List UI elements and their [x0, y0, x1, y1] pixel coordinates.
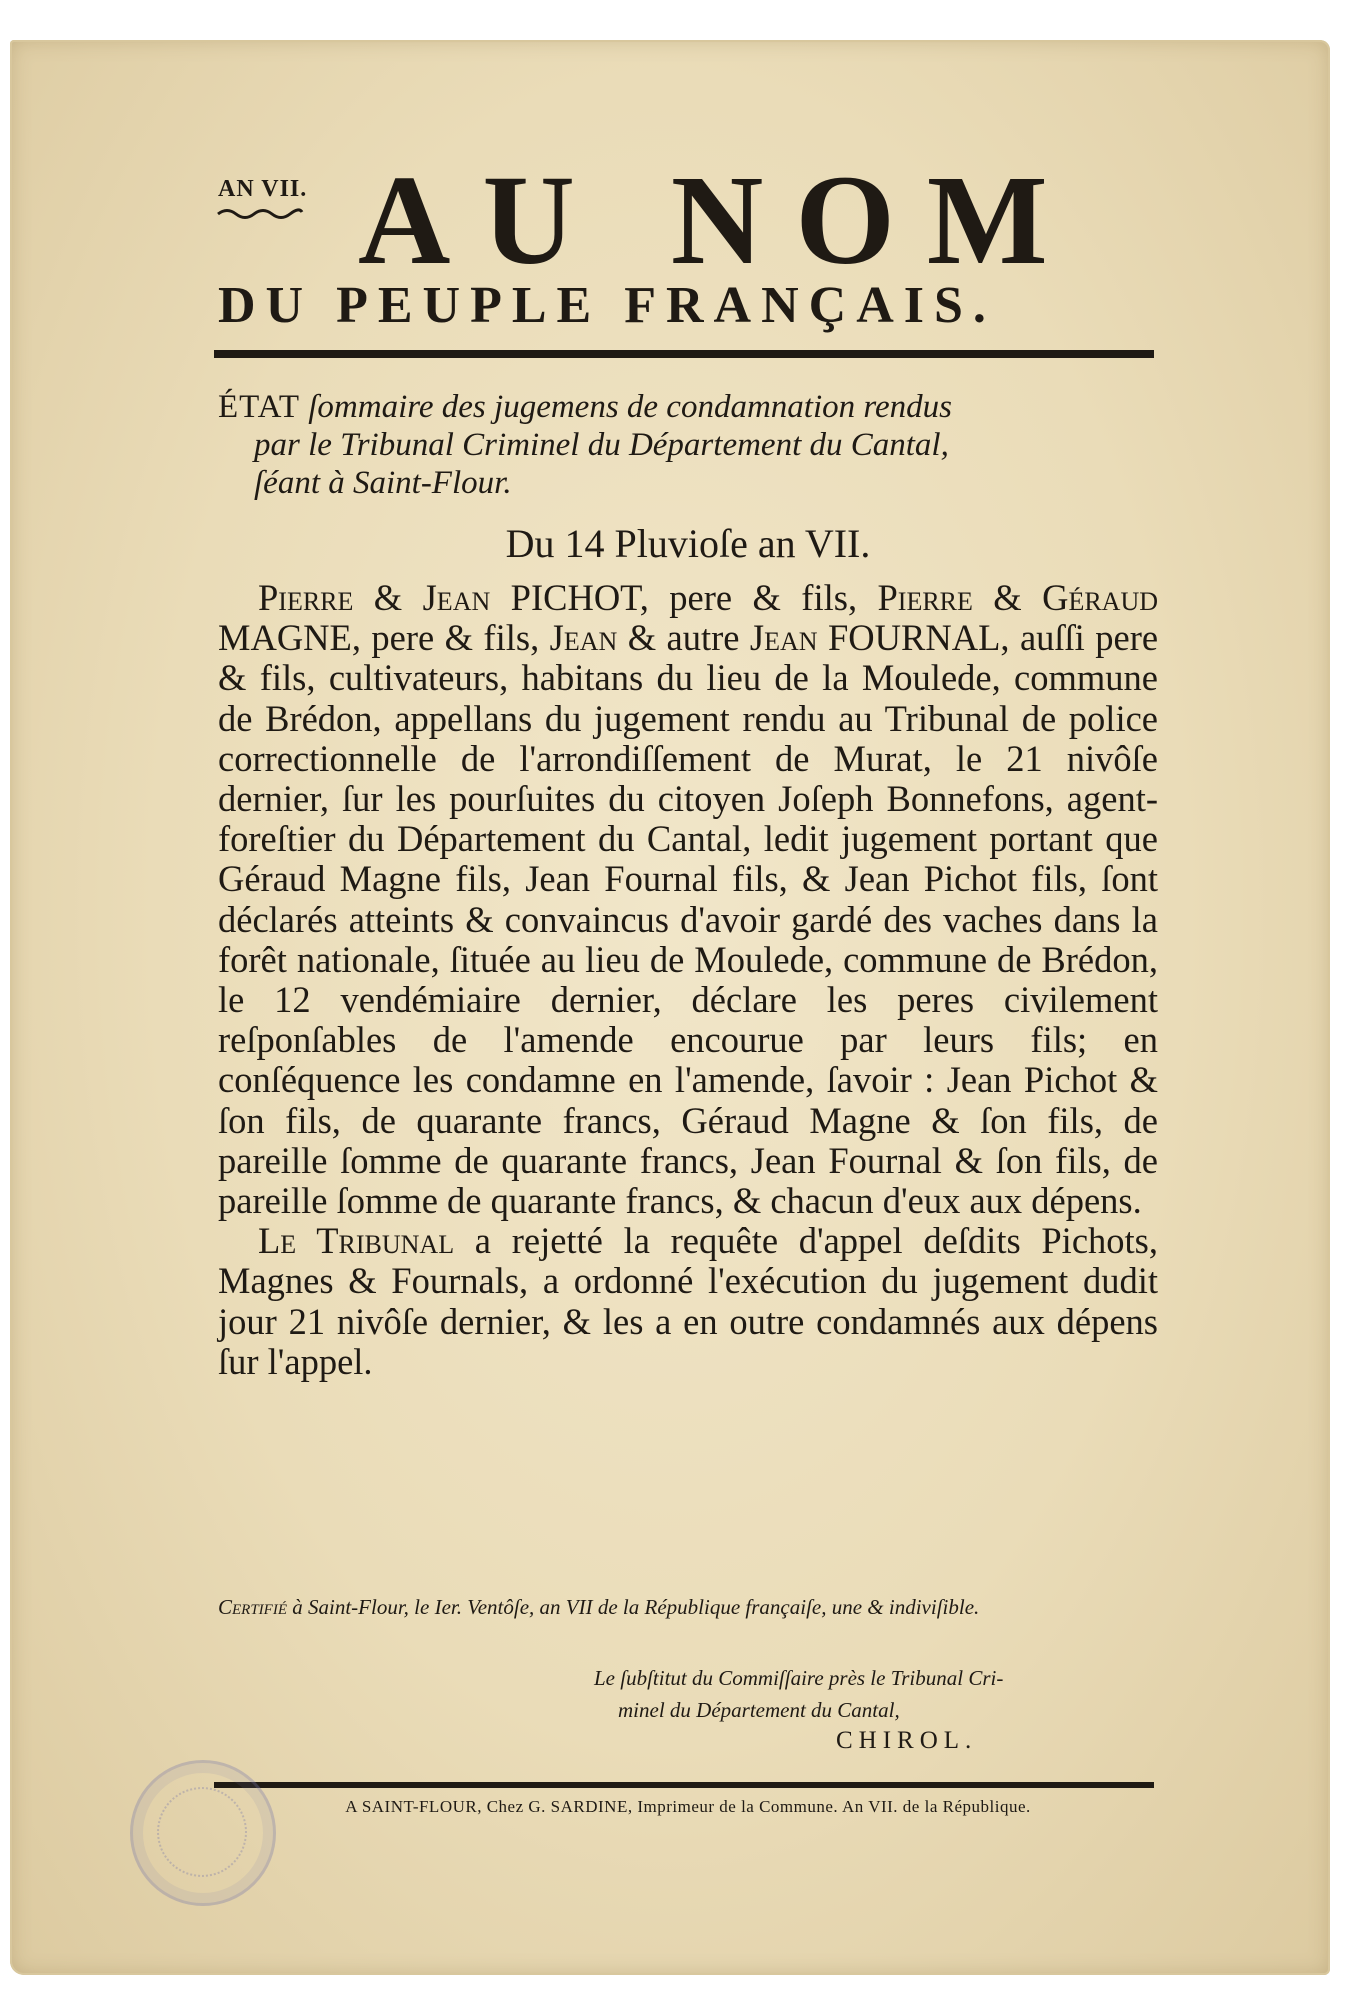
signature-line-2: minel du Département du Cantal,	[618, 1698, 900, 1722]
paragraph-judgment	[218, 578, 1158, 1221]
tribunal-lead: Le Tribunal	[258, 1220, 455, 1262]
printer-imprint: A SAINT-FLOUR, Chez G. SARDINE, Imprimeur de la Commune. An VII. de la République.	[345, 1797, 1031, 1816]
text-pere-fils-2: , pere & fils,	[351, 617, 540, 659]
name-jean-2: Jean	[749, 617, 818, 659]
etat-line-1-text: ſommaire des jugemens de condamnation rendus	[308, 389, 952, 425]
surname-magne: MAGNE	[218, 617, 352, 659]
library-stamp	[130, 1760, 276, 1906]
judgment-date: Du 14 Pluvioſe an VII.	[505, 521, 871, 566]
signature-line-1: Le ſubſtitut du Commiſſaire près le Tribunal Cri-	[594, 1666, 1004, 1690]
year-label: AN VII.	[218, 176, 308, 202]
etat-line-2: par le Tribunal Criminel du Département du Cantal,	[254, 427, 949, 463]
signature-block	[594, 1662, 1154, 1726]
etat-heading	[218, 388, 1158, 502]
etat-line-3: ſéant à Saint-Flour.	[254, 465, 512, 501]
certifie-text: à Saint-Flour, le Ier. Ventôſe, an VII de la République françaiſe, une & indiviſible.	[292, 1595, 980, 1619]
etat-line-1	[218, 388, 1158, 426]
name-jean: Jean	[549, 617, 618, 659]
judgment-body	[218, 578, 1158, 1382]
text-pere-fils-1: , pere & fils,	[639, 577, 858, 618]
footer-rule-thick	[214, 1782, 1154, 1788]
name-pierre-jean: Pierre & Jean	[258, 577, 491, 618]
paragraph-appeal-text: a rejetté la requête d'appel deſdits Pichots, Magnes & Fournals, a ordonné l'exécution du jugement dudit jour 21 nivôſe dernier, & les a en outre condamnés aux dépens ſur l'appel.	[218, 1220, 1158, 1382]
header-rule-thick	[214, 352, 1154, 358]
certifie-lead: Certifié	[218, 1595, 287, 1619]
paragraph-appeal	[218, 1221, 1158, 1382]
signer-name: CHIROL.	[836, 1727, 978, 1754]
ornament-squiggle	[216, 206, 304, 220]
certification	[218, 1592, 1158, 1622]
text-autre: & autre	[627, 617, 740, 659]
surname-pichot: PICHOT	[510, 577, 640, 618]
header-rule	[214, 347, 1154, 358]
etat-lead: ÉTAT	[218, 389, 301, 425]
surname-fournal: FOURNAL	[828, 617, 1001, 659]
title-peuple-francais: DU PEUPLE FRANÇAIS.	[218, 277, 996, 334]
footer-rule	[214, 1782, 1154, 1788]
title-au-nom: AU NOM	[358, 149, 1080, 291]
paragraph-judgment-text: , auſſi pere & fils, cultivateurs, habitans du lieu de la Moulede, commune de Brédon, appellans du jugement rendu au Tribunal de police correctionnelle de l'arrondiſſement de Murat, le 21 nivôſe dernier, ſur les pourſuites du citoyen Joſeph Bonnefons, agent-foreſtier du Département du Cantal, ledit jugement portant que Géraud Magne fils, Jean Fournal fils, & Jean Pichot fils, ſont déclarés atteints & convaincus d'avoir gardé des vaches dans la forêt nationale, ſituée au lieu de Moulede, commune de Brédon, le 12 vendémiaire dernier, déclare les peres civilement reſponſables de l'amende encourue par leurs fils; en conſéquence les condamne en l'amende, ſavoir : Jean Pichot & ſon fils, de quarante francs, Géraud Magne & ſon fils, de pareille ſomme de quarante francs, Jean Fournal & ſon fils, de pareille ſomme de quarante francs, & chacun d'eux aux dépens.	[218, 617, 1159, 1222]
name-pierre-geraud: Pierre & Géraud	[877, 577, 1159, 618]
library-stamp-inner	[157, 1787, 247, 1877]
